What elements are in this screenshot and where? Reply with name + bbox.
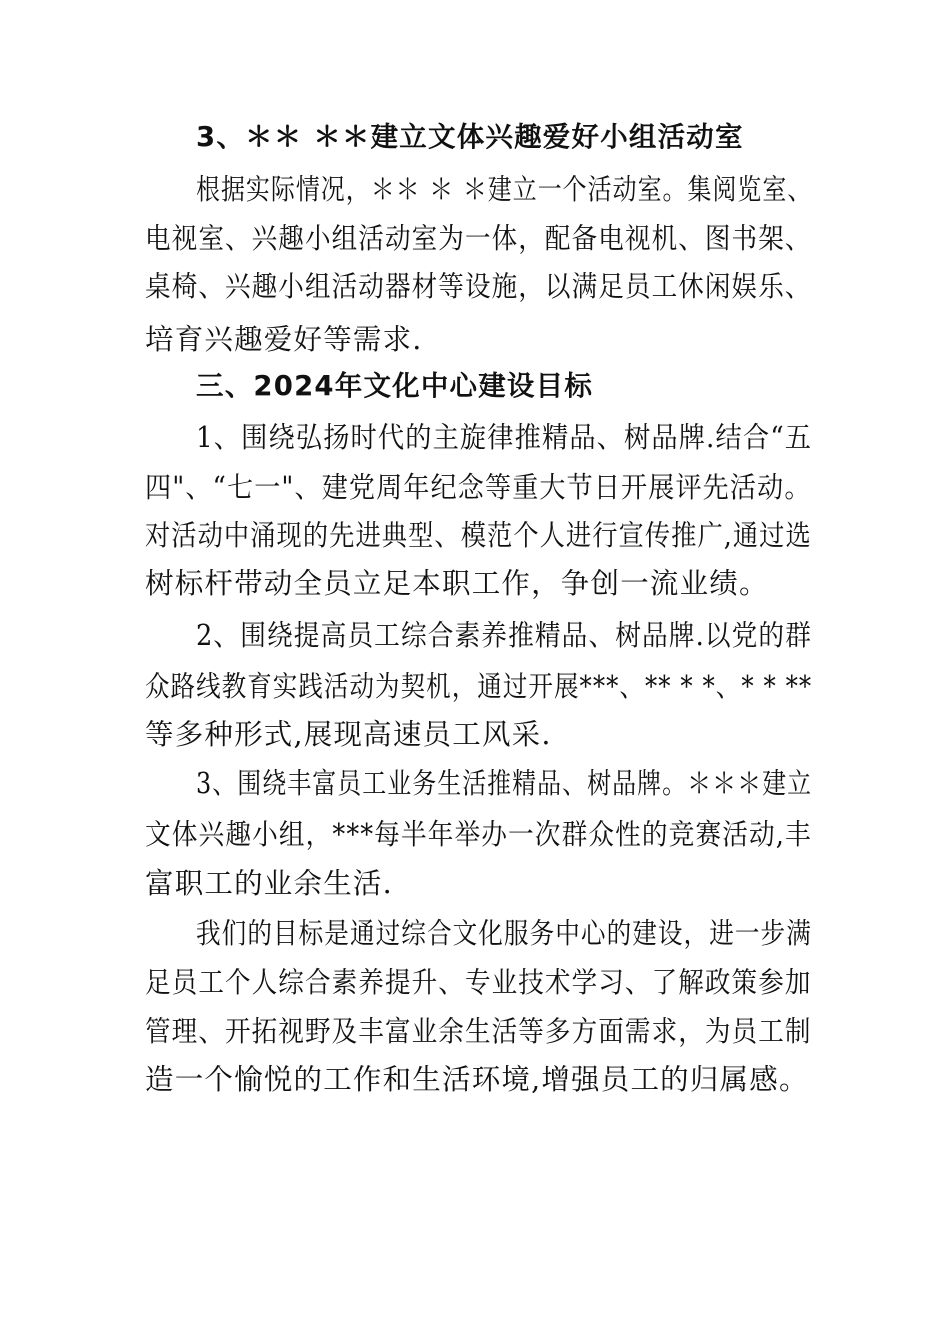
conclusion-line-text: 造一个愉悦的工作和生活环境,增强员工的归属感。 — [145, 1063, 809, 1096]
conclusion-line-text: 管理、开拓视野及丰富业余生活等多方面需求，为员工制 — [145, 1015, 812, 1048]
paragraph-line — [0, 260, 950, 314]
conclusion-line — [0, 1005, 950, 1059]
goal-2-line — [0, 660, 950, 714]
goal-1-line — [0, 557, 950, 611]
paragraph-line-text: 培育兴趣爱好等需求. — [145, 323, 423, 356]
goal-2-line-text: 等多种形式,展现高速员工风采. — [145, 718, 552, 751]
goal-1-line-text: 树标杆带动全员立足本职工作，争创一流业绩。 — [145, 567, 769, 600]
goal-3-line-text: 3、围绕丰富员工业务生活推精品、树品牌。＊＊＊建立 — [196, 767, 813, 800]
goal-3-line-text: 富职工的业余生活. — [145, 867, 393, 900]
goal-2-line-text: 2、围绕提高员工综合素养推精品、树品牌.以党的群 — [196, 619, 812, 652]
paragraph-line — [0, 163, 950, 217]
section-title-goals — [0, 359, 950, 413]
heading-activity-room — [0, 110, 950, 164]
goal-1-line-text: 四"、“七一"、建党周年纪念等重大节日开展评先活动。 — [145, 471, 812, 504]
conclusion-line — [0, 907, 950, 961]
conclusion-line — [0, 1053, 950, 1107]
goal-1-line-text: 对活动中涌现的先进典型、模范个人进行宣传推广,通过选 — [145, 519, 812, 552]
paragraph-line-text: 桌椅、兴趣小组活动器材等设施，以满足员工休闲娱乐、 — [145, 270, 812, 303]
goal-1-line — [0, 411, 950, 465]
goal-2-line — [0, 708, 950, 762]
goal-2-line-text: 众路线教育实践活动为契机，通过开展***、** * *、* * ** — [145, 670, 813, 703]
goal-3-line — [0, 757, 950, 811]
goal-3-line — [0, 857, 950, 911]
paragraph-line — [0, 212, 950, 266]
conclusion-line — [0, 956, 950, 1010]
paragraph-line-text: 根据实际情况，＊＊ ＊ ＊建立一个活动室。集阅览室、 — [196, 173, 813, 206]
goal-3-line-text: 文体兴趣小组，***每半年举办一次群众性的竞赛活动,丰 — [145, 818, 812, 851]
goal-2-line — [0, 609, 950, 663]
goal-1-line — [0, 461, 950, 515]
conclusion-line-text: 我们的目标是通过综合文化服务中心的建设，进一步满 — [196, 917, 812, 950]
goal-1-line-text: 1、围绕弘扬时代的主旋律推精品、树品牌.结合“五 — [196, 421, 813, 454]
heading-activity-room-text: 3、＊＊ ＊＊建立文体兴趣爱好小组活动室 — [196, 121, 744, 153]
conclusion-line-text: 足员工个人综合素养提升、专业技术学习、了解政策参加 — [145, 966, 812, 999]
paragraph-line-text: 电视室、兴趣小组活动室为一体，配备电视机、图书架、 — [145, 222, 812, 255]
section-title-goals-text: 三、2024年文化中心建设目标 — [196, 370, 594, 402]
goal-1-line — [0, 509, 950, 563]
goal-3-line — [0, 808, 950, 862]
